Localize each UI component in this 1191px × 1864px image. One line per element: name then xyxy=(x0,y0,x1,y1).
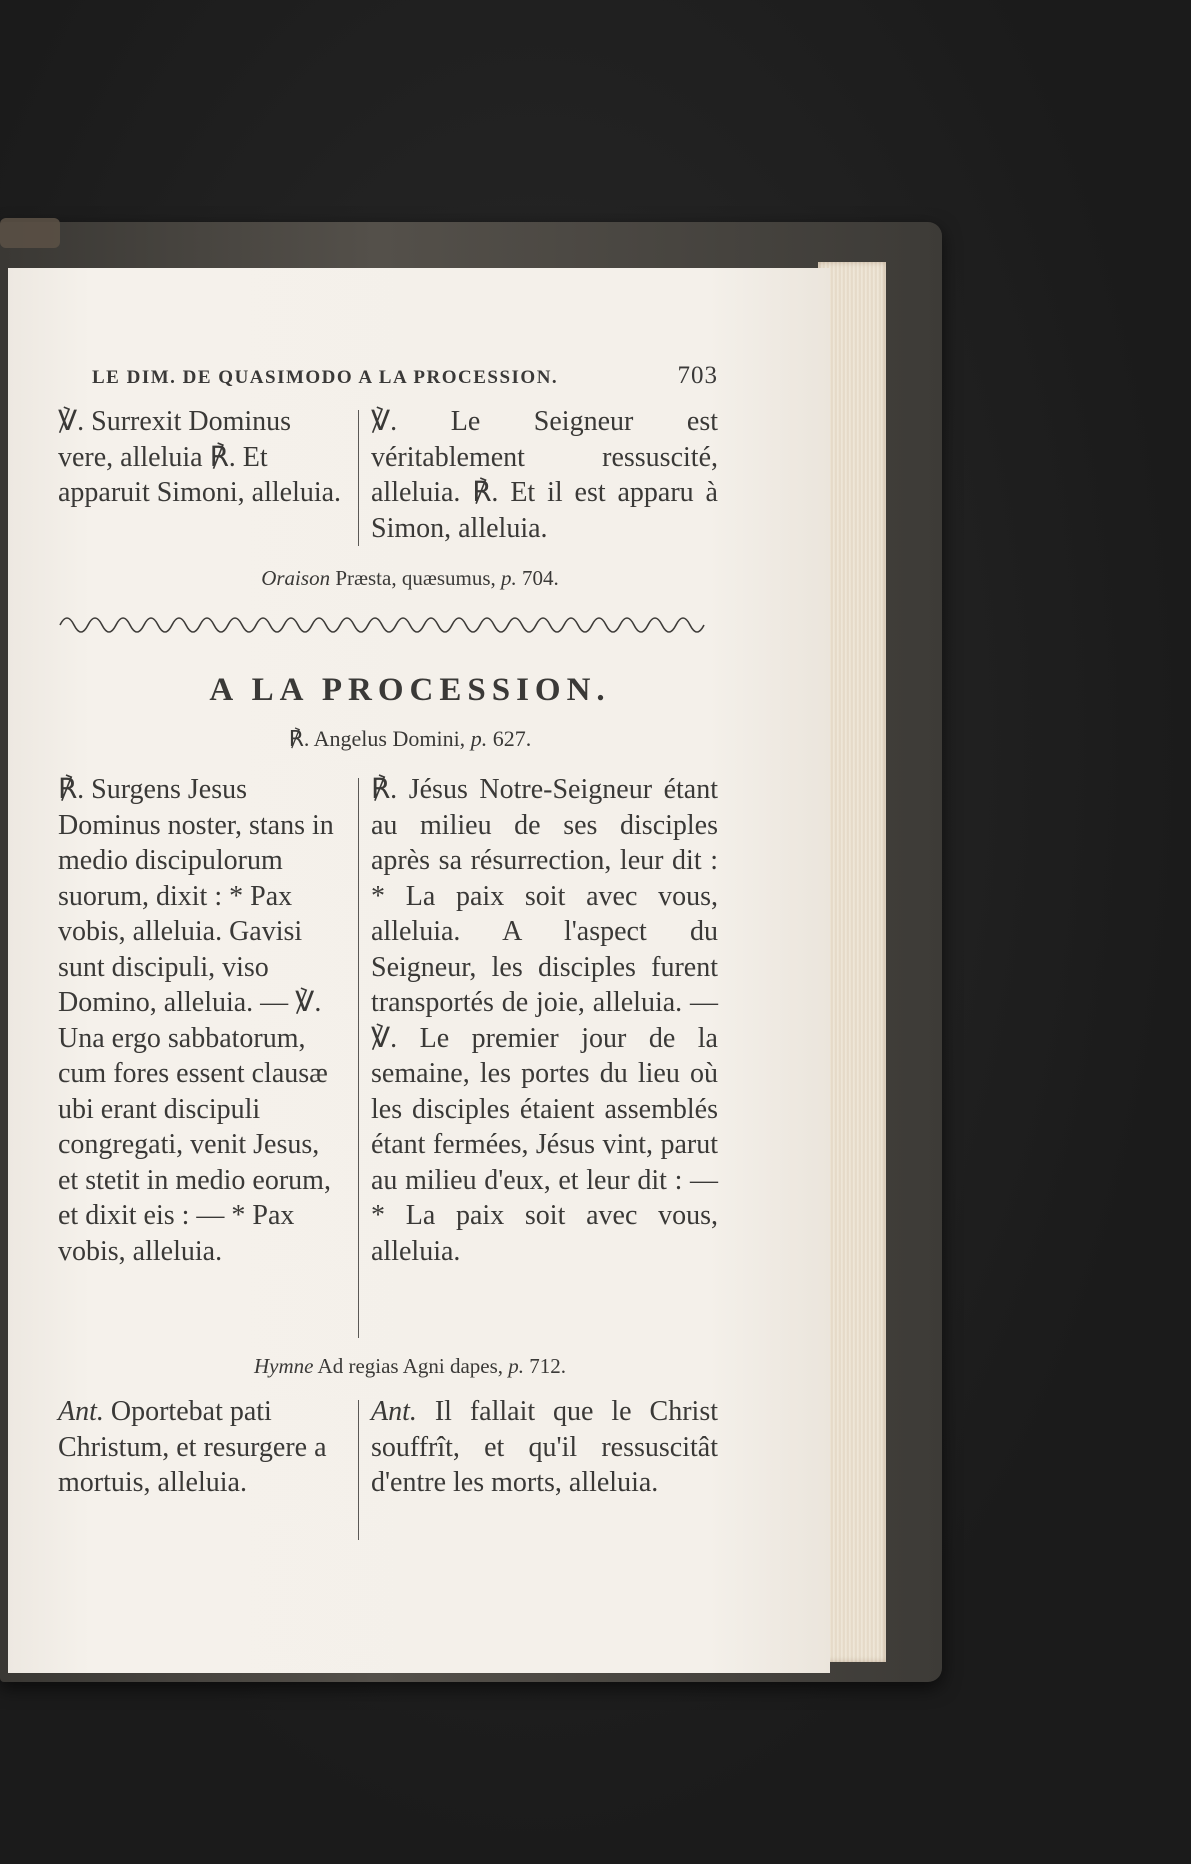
oraison-line xyxy=(60,566,760,591)
top-verse-block xyxy=(58,404,720,546)
antiphon-french-text: Il fallait que le Christ souffrît, et qu'il ressuscitât d'entre les morts, alleluia. xyxy=(371,1396,718,1498)
running-title: LE DIM. DE QUASIMODO A LA PROCESSION. xyxy=(92,367,559,388)
page-header xyxy=(92,362,718,390)
hymne-label: Hymne xyxy=(253,1354,314,1378)
book-clasp xyxy=(0,218,60,248)
procession-latin-text: ℟. Surgens Jesus Dominus noster, stans in medio discipulorum suorum, dixit : * Pax vobis, alleluia. Gavisi sunt discipuli, viso Domino, alleluia. — ℣. Una ergo sabbatorum, cum fores essent clausæ ubi erant discipuli congregati, venit Jesus, et stetit in medio eorum, et dixit eis : — * Pax vobis, alleluia. xyxy=(58,774,334,1267)
section-ref-line xyxy=(60,726,760,752)
antiphon-block xyxy=(58,1394,720,1540)
hymne-text: Ad regias Agni dapes, xyxy=(317,1354,504,1378)
column-divider xyxy=(358,778,359,1338)
hymne-page-label: p. xyxy=(508,1354,525,1378)
procession-verse-block xyxy=(58,772,720,1338)
oraison-page-ref: 704. xyxy=(522,566,559,590)
section-ref-page-label: p. xyxy=(470,726,488,751)
antiphon-latin-text: Oportebat pati Christum, et resurgere a mortuis, alleluia. xyxy=(58,1396,327,1498)
hymne-page-ref: 712. xyxy=(529,1354,567,1378)
antiphon-latin-column xyxy=(58,1394,346,1540)
ornamental-rule xyxy=(58,608,720,642)
procession-french-column xyxy=(371,772,718,1338)
antiphon-french-column xyxy=(371,1394,718,1540)
antiphon-latin xyxy=(58,1394,346,1501)
column-divider xyxy=(358,1400,359,1540)
procession-latin-column xyxy=(58,772,346,1338)
oraison-text: Præsta, quæsumus, xyxy=(335,566,496,590)
antiphon-latin-label: Ant. xyxy=(58,1396,104,1427)
section-ref: ℟. Angelus Domini, xyxy=(288,726,466,751)
oraison-label: Oraison xyxy=(261,566,331,590)
top-latin-column xyxy=(58,404,346,546)
section-title: A LA PROCESSION. xyxy=(209,672,611,708)
oraison-page-label: p. xyxy=(501,566,517,590)
page-number: 703 xyxy=(677,362,718,389)
column-divider xyxy=(358,410,359,546)
hymne-line xyxy=(60,1354,760,1379)
section-ref-page: 627. xyxy=(492,726,532,751)
procession-french-text: ℟. Jésus Notre-Seigneur étant au milieu de ses disciples après sa résurrection, leur dit : * La paix soit avec vous, alleluia. A l'aspect du Seigneur, les disciples furent transportés de joie, alleluia. — ℣. Le premier jour de la semaine, les portes du lieu où les disciples étaient assemblés étant fermées, Jésus vint, parut au milieu d'eux, et leur dit : — * La paix soit avec vous, alleluia. xyxy=(371,774,718,1267)
antiphon-french xyxy=(371,1394,718,1501)
top-french-column xyxy=(371,404,718,546)
top-latin-text: ℣. Surrexit Dominus vere, alleluia ℟. Et apparuit Simoni, alleluia. xyxy=(58,406,342,508)
antiphon-french-label: Ant. xyxy=(371,1396,417,1427)
top-french-text: ℣. Le Seigneur est véritablement ressuscité, alleluia. ℟. Et il est apparu à Simon, alleluia. xyxy=(371,406,718,544)
